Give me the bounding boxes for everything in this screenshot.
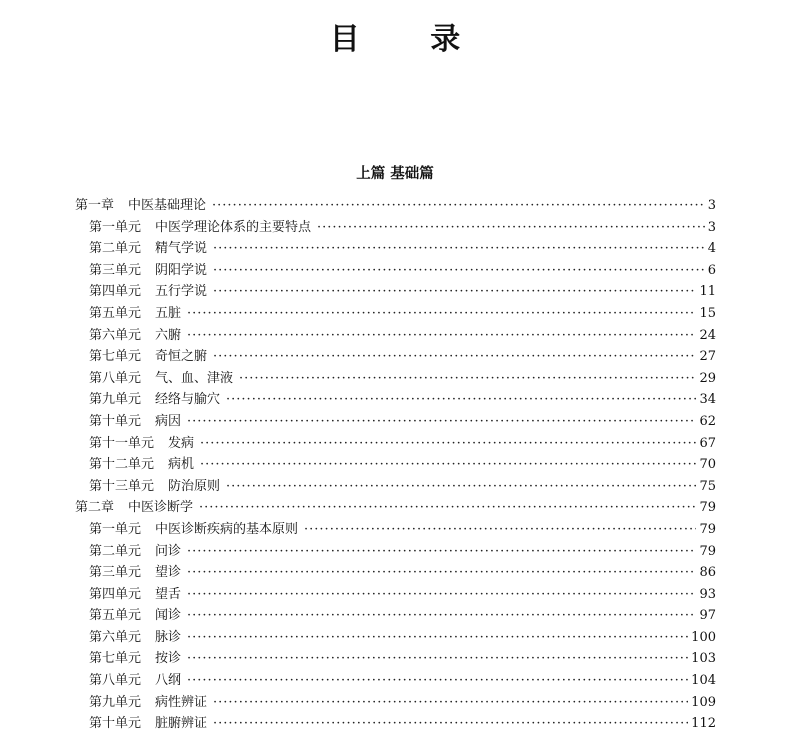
toc-entry-page: 97 — [699, 608, 716, 624]
toc-entry-label — [89, 238, 207, 260]
toc-entry-page: 93 — [699, 586, 716, 602]
toc-entry-number: 第二章 — [75, 500, 115, 516]
dot-leader — [187, 648, 688, 670]
toc-entry-title: 中医学理论体系的主要特点 — [155, 219, 312, 235]
toc-entry-title: 中医诊断疾病的基本原则 — [155, 521, 299, 537]
toc-entry-label — [89, 325, 181, 347]
toc-entry-label — [75, 497, 193, 519]
toc-entry-title: 病因 — [155, 413, 182, 429]
dot-leader — [187, 670, 688, 692]
dot-leader — [187, 584, 696, 606]
dot-leader — [187, 627, 688, 649]
toc-entry-title: 脏腑辨证 — [155, 716, 208, 732]
toc-entry — [75, 454, 716, 476]
toc-entry — [75, 217, 716, 239]
dot-leader — [226, 389, 696, 411]
toc-entry-page: 34 — [699, 392, 716, 408]
toc-entry-page: 104 — [691, 673, 716, 689]
toc-entry-page: 67 — [699, 435, 716, 451]
toc-entry-number: 第七单元 — [89, 651, 142, 667]
toc-entry — [75, 541, 716, 563]
dot-leader — [200, 454, 696, 476]
toc-entry-number: 第四单元 — [89, 586, 142, 602]
toc-entry-title: 精气学说 — [155, 241, 208, 257]
toc-entry-number: 第六单元 — [89, 629, 142, 645]
toc-entry-page: 109 — [691, 694, 716, 710]
toc-entry-number: 第九单元 — [89, 392, 142, 408]
toc-entry-number: 第五单元 — [89, 608, 142, 624]
toc-entry-label — [89, 217, 311, 239]
toc-entry-number: 第十二单元 — [89, 457, 155, 473]
toc-entry-number: 第四单元 — [89, 284, 142, 300]
toc-entry-number: 第五单元 — [89, 305, 142, 321]
toc-entry-page: 79 — [699, 521, 716, 537]
dot-leader — [200, 433, 696, 455]
toc-entry-label — [89, 670, 181, 692]
toc-entry-number: 第十三单元 — [89, 478, 155, 494]
toc-entry-page: 100 — [691, 629, 716, 645]
toc-entry-label — [89, 519, 298, 541]
toc-entry-page: 3 — [707, 219, 716, 235]
toc-entry-label — [89, 541, 181, 563]
toc-entry-label — [89, 411, 181, 433]
dot-leader — [187, 541, 696, 563]
toc-entry-page: 70 — [699, 457, 716, 473]
toc-entry-number: 第八单元 — [89, 370, 142, 386]
dot-leader — [239, 368, 696, 390]
toc-entry-label — [89, 713, 207, 735]
toc-entry — [75, 433, 716, 455]
toc-entry-label — [89, 476, 220, 498]
dot-leader — [304, 519, 696, 541]
toc-entry-label — [89, 605, 181, 627]
toc-entry-title: 病性辨证 — [155, 694, 208, 710]
dot-leader — [317, 217, 705, 239]
toc-entry-label — [89, 303, 181, 325]
toc-entry — [75, 670, 716, 692]
toc-entry-label — [89, 281, 207, 303]
toc-entry-title: 六腑 — [155, 327, 182, 343]
toc-entry-page: 79 — [699, 543, 716, 559]
toc-entry — [75, 281, 716, 303]
toc-entry-label — [75, 195, 206, 217]
dot-leader — [187, 303, 696, 325]
toc-entry-page: 62 — [699, 413, 716, 429]
toc-entry-page: 15 — [699, 305, 716, 321]
dot-leader — [213, 692, 688, 714]
toc-entry-title: 奇恒之腑 — [155, 349, 208, 365]
section-title: 上篇 基础篇 — [356, 165, 434, 182]
toc-entry-number: 第三单元 — [89, 565, 142, 581]
dot-leader — [213, 260, 705, 282]
dot-leader — [199, 497, 696, 519]
toc-entry — [75, 648, 716, 670]
toc-entry — [75, 519, 716, 541]
toc-entry-label — [89, 648, 181, 670]
dot-leader — [213, 281, 696, 303]
toc-entry-page: 11 — [699, 284, 716, 300]
page-title: 目 录 — [329, 22, 491, 57]
toc-entry-title: 闻诊 — [155, 608, 182, 624]
toc-entry-number: 第二单元 — [89, 543, 142, 559]
toc-entry-title: 阴阳学说 — [155, 262, 208, 278]
toc-entry — [75, 325, 716, 347]
toc-entry-page: 3 — [707, 198, 716, 213]
toc-entry-number: 第一章 — [75, 198, 115, 213]
toc-entry-label — [89, 346, 207, 368]
toc-entry-number: 第八单元 — [89, 673, 142, 689]
toc-entry — [75, 368, 716, 390]
toc-entry-label — [89, 562, 181, 584]
toc-entry-title: 问诊 — [155, 543, 182, 559]
toc-entry — [75, 411, 716, 433]
toc-entry-number: 第六单元 — [89, 327, 142, 343]
dot-leader — [213, 713, 688, 735]
toc-entry-title: 望舌 — [155, 586, 182, 602]
toc-entry-page: 29 — [699, 370, 716, 386]
toc-entry-title: 八纲 — [155, 673, 182, 689]
toc-entry — [75, 346, 716, 368]
dot-leader — [212, 195, 705, 217]
toc-entry — [75, 195, 716, 217]
toc-entry-number: 第十一单元 — [89, 435, 155, 451]
toc-entry — [75, 627, 716, 649]
dot-leader — [187, 411, 696, 433]
toc-entry-page: 86 — [699, 565, 716, 581]
dot-leader — [187, 562, 696, 584]
toc-entry-title: 经络与腧穴 — [155, 392, 221, 408]
toc-entry-page: 79 — [699, 500, 716, 516]
toc-entry — [75, 238, 716, 260]
toc-entry-title: 气、血、津液 — [155, 370, 234, 386]
toc-entry-title: 中医诊断学 — [128, 500, 194, 516]
dot-leader — [226, 476, 696, 498]
toc-entry-number: 第二单元 — [89, 241, 142, 257]
toc-entry — [75, 497, 716, 519]
toc-entry-page: 27 — [699, 349, 716, 365]
toc-entry-title: 五行学说 — [155, 284, 208, 300]
toc-entry — [75, 713, 716, 735]
toc-entry-title: 病机 — [168, 457, 195, 473]
toc-entry-number: 第三单元 — [89, 262, 142, 278]
toc-entry-title: 望诊 — [155, 565, 182, 581]
toc-entry-label — [89, 368, 233, 390]
toc-entry-label — [89, 433, 194, 455]
toc-entry-page: 6 — [707, 262, 716, 278]
toc-entry-number: 第十单元 — [89, 716, 142, 732]
toc-entry-page: 75 — [699, 478, 716, 494]
toc-entry — [75, 584, 716, 606]
toc-entry-number: 第十单元 — [89, 413, 142, 429]
toc-entry-number: 第九单元 — [89, 694, 142, 710]
toc-entry-label — [89, 692, 207, 714]
dot-leader — [213, 238, 705, 260]
toc-entry-number: 第一单元 — [89, 219, 142, 235]
toc-entry-label — [89, 454, 194, 476]
toc-entry-title: 脉诊 — [155, 629, 182, 645]
toc-entry — [75, 562, 716, 584]
toc-entry-title: 发病 — [168, 435, 195, 451]
toc-entry-page: 4 — [707, 241, 716, 257]
dot-leader — [187, 605, 696, 627]
toc-entry-page: 103 — [691, 651, 716, 667]
table-of-contents — [75, 195, 716, 735]
toc-entry-page: 24 — [699, 327, 716, 343]
toc-entry-label — [89, 260, 207, 282]
toc-entry-number: 第七单元 — [89, 349, 142, 365]
toc-entry-page: 112 — [691, 716, 716, 732]
toc-entry-title: 按诊 — [155, 651, 182, 667]
toc-entry-title: 防治原则 — [168, 478, 221, 494]
toc-entry-label — [89, 389, 220, 411]
toc-entry — [75, 389, 716, 411]
toc-entry-number: 第一单元 — [89, 521, 142, 537]
dot-leader — [213, 346, 696, 368]
toc-entry — [75, 476, 716, 498]
toc-entry — [75, 303, 716, 325]
toc-entry — [75, 260, 716, 282]
toc-entry — [75, 605, 716, 627]
toc-entry-label — [89, 584, 181, 606]
toc-entry-title: 中医基础理论 — [128, 198, 207, 213]
toc-entry-label — [89, 627, 181, 649]
toc-entry-title: 五脏 — [155, 305, 182, 321]
toc-entry — [75, 692, 716, 714]
dot-leader — [187, 325, 696, 347]
